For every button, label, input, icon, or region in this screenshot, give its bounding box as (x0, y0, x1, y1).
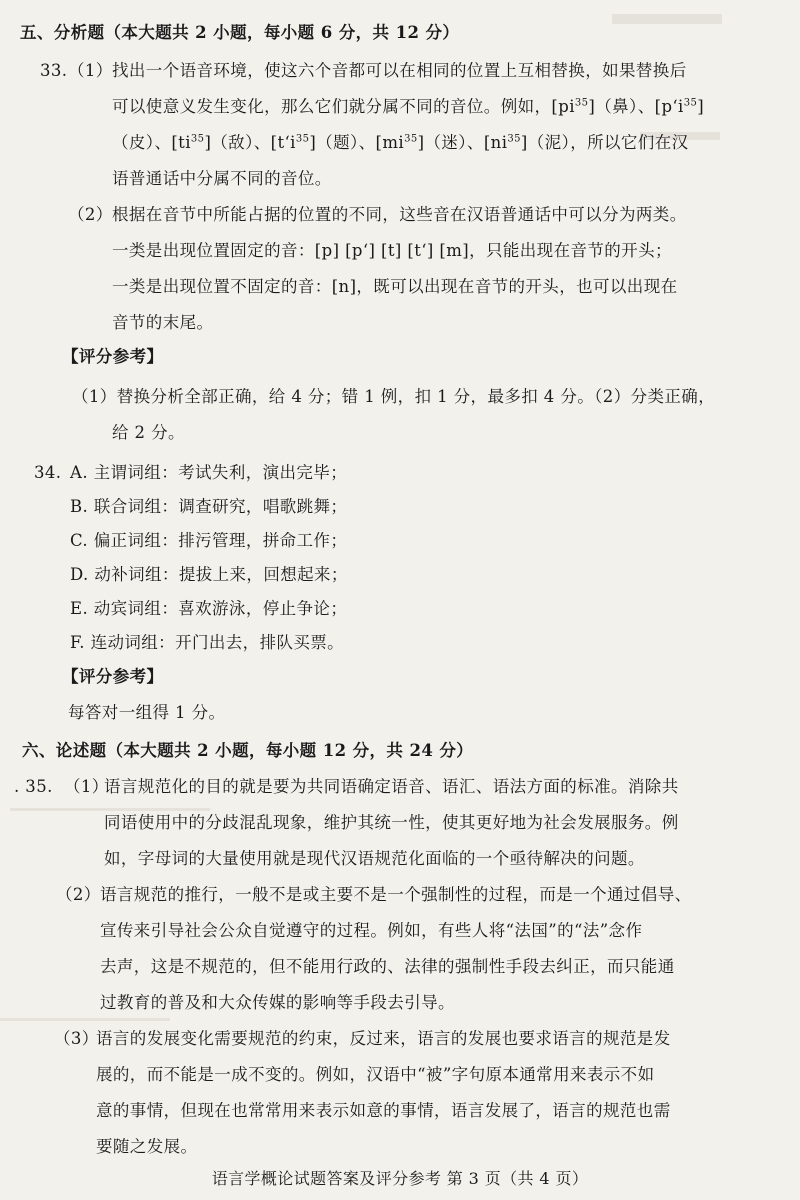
q35-part1-line2: 同语使用中的分歧混乱现象，维护其统一性，使其更好地为社会发展服务。例 (104, 813, 679, 832)
q35-part1-line1: 语言规范化的目的就是要为共同语确定语音、语汇、语法方面的标准。消除共 (104, 777, 679, 796)
q35-part2-line1: 语言规范的推行，一般不是或主要不是一个强制性的过程，而是一个通过倡导、 (100, 885, 692, 904)
q33-part2-line2: 一类是出现位置固定的音：[p] [p‘] [t] [t‘] [m]，只能出现在音节的开头； (112, 241, 672, 260)
bleed-through-mark (0, 1018, 170, 1021)
q35-part2-label: （2） (56, 885, 101, 904)
q35-part3-label: （3） (54, 1029, 99, 1048)
bleed-through-mark (10, 808, 210, 811)
tone-superscript: 35 (574, 97, 589, 109)
q35-part3-line1: 语言的发展变化需要规范的约束，反过来，语言的发展也要求语言的规范是发 (96, 1029, 671, 1048)
q34-item-b: B. 联合词组：调查研究，唱歌跳舞； (70, 497, 348, 516)
q34-item-c: C. 偏正词组：排污管理，拼命工作； (70, 531, 348, 550)
q33-part2-line3: 一类是出现位置不固定的音：[n]，既可以出现在音节的开头，也可以出现在 (112, 277, 678, 296)
q34-number: 34. (34, 463, 62, 482)
q33-part1-line1: 找出一个语音环境，使这六个音都可以在相同的位置上互相替换，如果替换后 (112, 61, 687, 80)
q33-part2-line4: 音节的末尾。 (112, 313, 214, 332)
text-run: 可以使意义发生变化，那么它们就分属不同的音位。例如，[pi (112, 97, 575, 116)
tone-superscript: 35 (190, 133, 205, 145)
q33-part1-line3 (112, 132, 689, 154)
bleed-through-mark (612, 14, 722, 24)
q34-item-e: E. 动宾词组：喜欢游泳，停止争论； (70, 599, 348, 618)
q34-item-d: D. 动补词组：提拔上来，回想起来； (70, 565, 348, 584)
q33-part2-line1: 根据在音节中所能占据的位置的不同，这些音在汉语普通话中可以分为两类。 (112, 205, 687, 224)
tone-superscript: 35 (507, 133, 521, 145)
q33-number: 33. (40, 61, 68, 80)
q35-part3-line4: 要随之发展。 (96, 1137, 198, 1156)
section-five-heading: 五、分析题（本大题共 2 小题，每小题 6 分，共 12 分） (20, 23, 460, 42)
q35-part3-line3: 意的事情，但现在也常常用来表示如意的事情，语言发展了，语言的规范也需 (96, 1101, 671, 1120)
q35-part1-label: （1） (64, 777, 109, 796)
text-run: ]（鼻）、[p‘i (588, 97, 684, 116)
q35-part3-line2: 展的，而不能是一成不变的。例如，汉语中“被”字句原本通常用来表示不如 (96, 1065, 655, 1084)
text-run: （皮）、[ti (112, 133, 191, 152)
q34-scoring-text: 每答对一组得 1 分。 (68, 703, 226, 722)
tone-superscript: 35 (404, 133, 418, 145)
q34-scoring-heading: 【评分参考】 (62, 667, 164, 686)
text-run: ]（迷）、[ni (417, 133, 508, 152)
section-six-heading: 六、论述题（本大题共 2 小题，每小题 12 分，共 24 分） (22, 741, 474, 760)
q33-part1-label: （1） (68, 61, 113, 80)
q33-scoring-line2: 给 2 分。 (112, 423, 185, 442)
q35-part2-line4: 过教育的普及和大众传媒的影响等手段去引导。 (100, 993, 455, 1012)
q35-part2-line3: 去声，这是不规范的，但不能用行政的、法律的强制性手段去纠正，而只能通 (100, 957, 675, 976)
q33-scoring-heading: 【评分参考】 (62, 347, 164, 366)
q33-part1-line2 (112, 96, 704, 118)
q34-item-f: F. 连动词组：开门出去，排队买票。 (70, 633, 345, 652)
q35-part1-line3: 如，字母词的大量使用就是现代汉语规范化面临的一个亟待解决的问题。 (104, 849, 645, 868)
q33-part2-label: （2） (68, 205, 113, 224)
text-run: ]（敌）、[t‘i (204, 133, 296, 152)
tone-superscript: 35 (295, 133, 310, 145)
tone-superscript: 35 (683, 97, 698, 109)
q33-scoring-line1: （1）替换分析全部正确，给 4 分；错 1 例，扣 1 分，最多扣 4 分。（2）分类正确， (72, 387, 716, 406)
q34-item-a: A. 主谓词组：考试失利，演出完毕； (70, 463, 348, 482)
text-run: ]（题）、[mi (309, 133, 405, 152)
page-footer: 语言学概论试题答案及评分参考 第 3 页（共 4 页） (211, 1169, 589, 1188)
text-run: ]（泥），所以它们在汉 (520, 133, 689, 152)
text-run: ] (697, 97, 705, 116)
q35-part2-line2: 宣传来引导社会公众自觉遵守的过程。例如，有些人将“法国”的“法”念作 (100, 921, 643, 940)
q33-part1-line4: 语普通话中分属不同的音位。 (112, 169, 332, 188)
q35-number: . 35. (14, 777, 53, 796)
